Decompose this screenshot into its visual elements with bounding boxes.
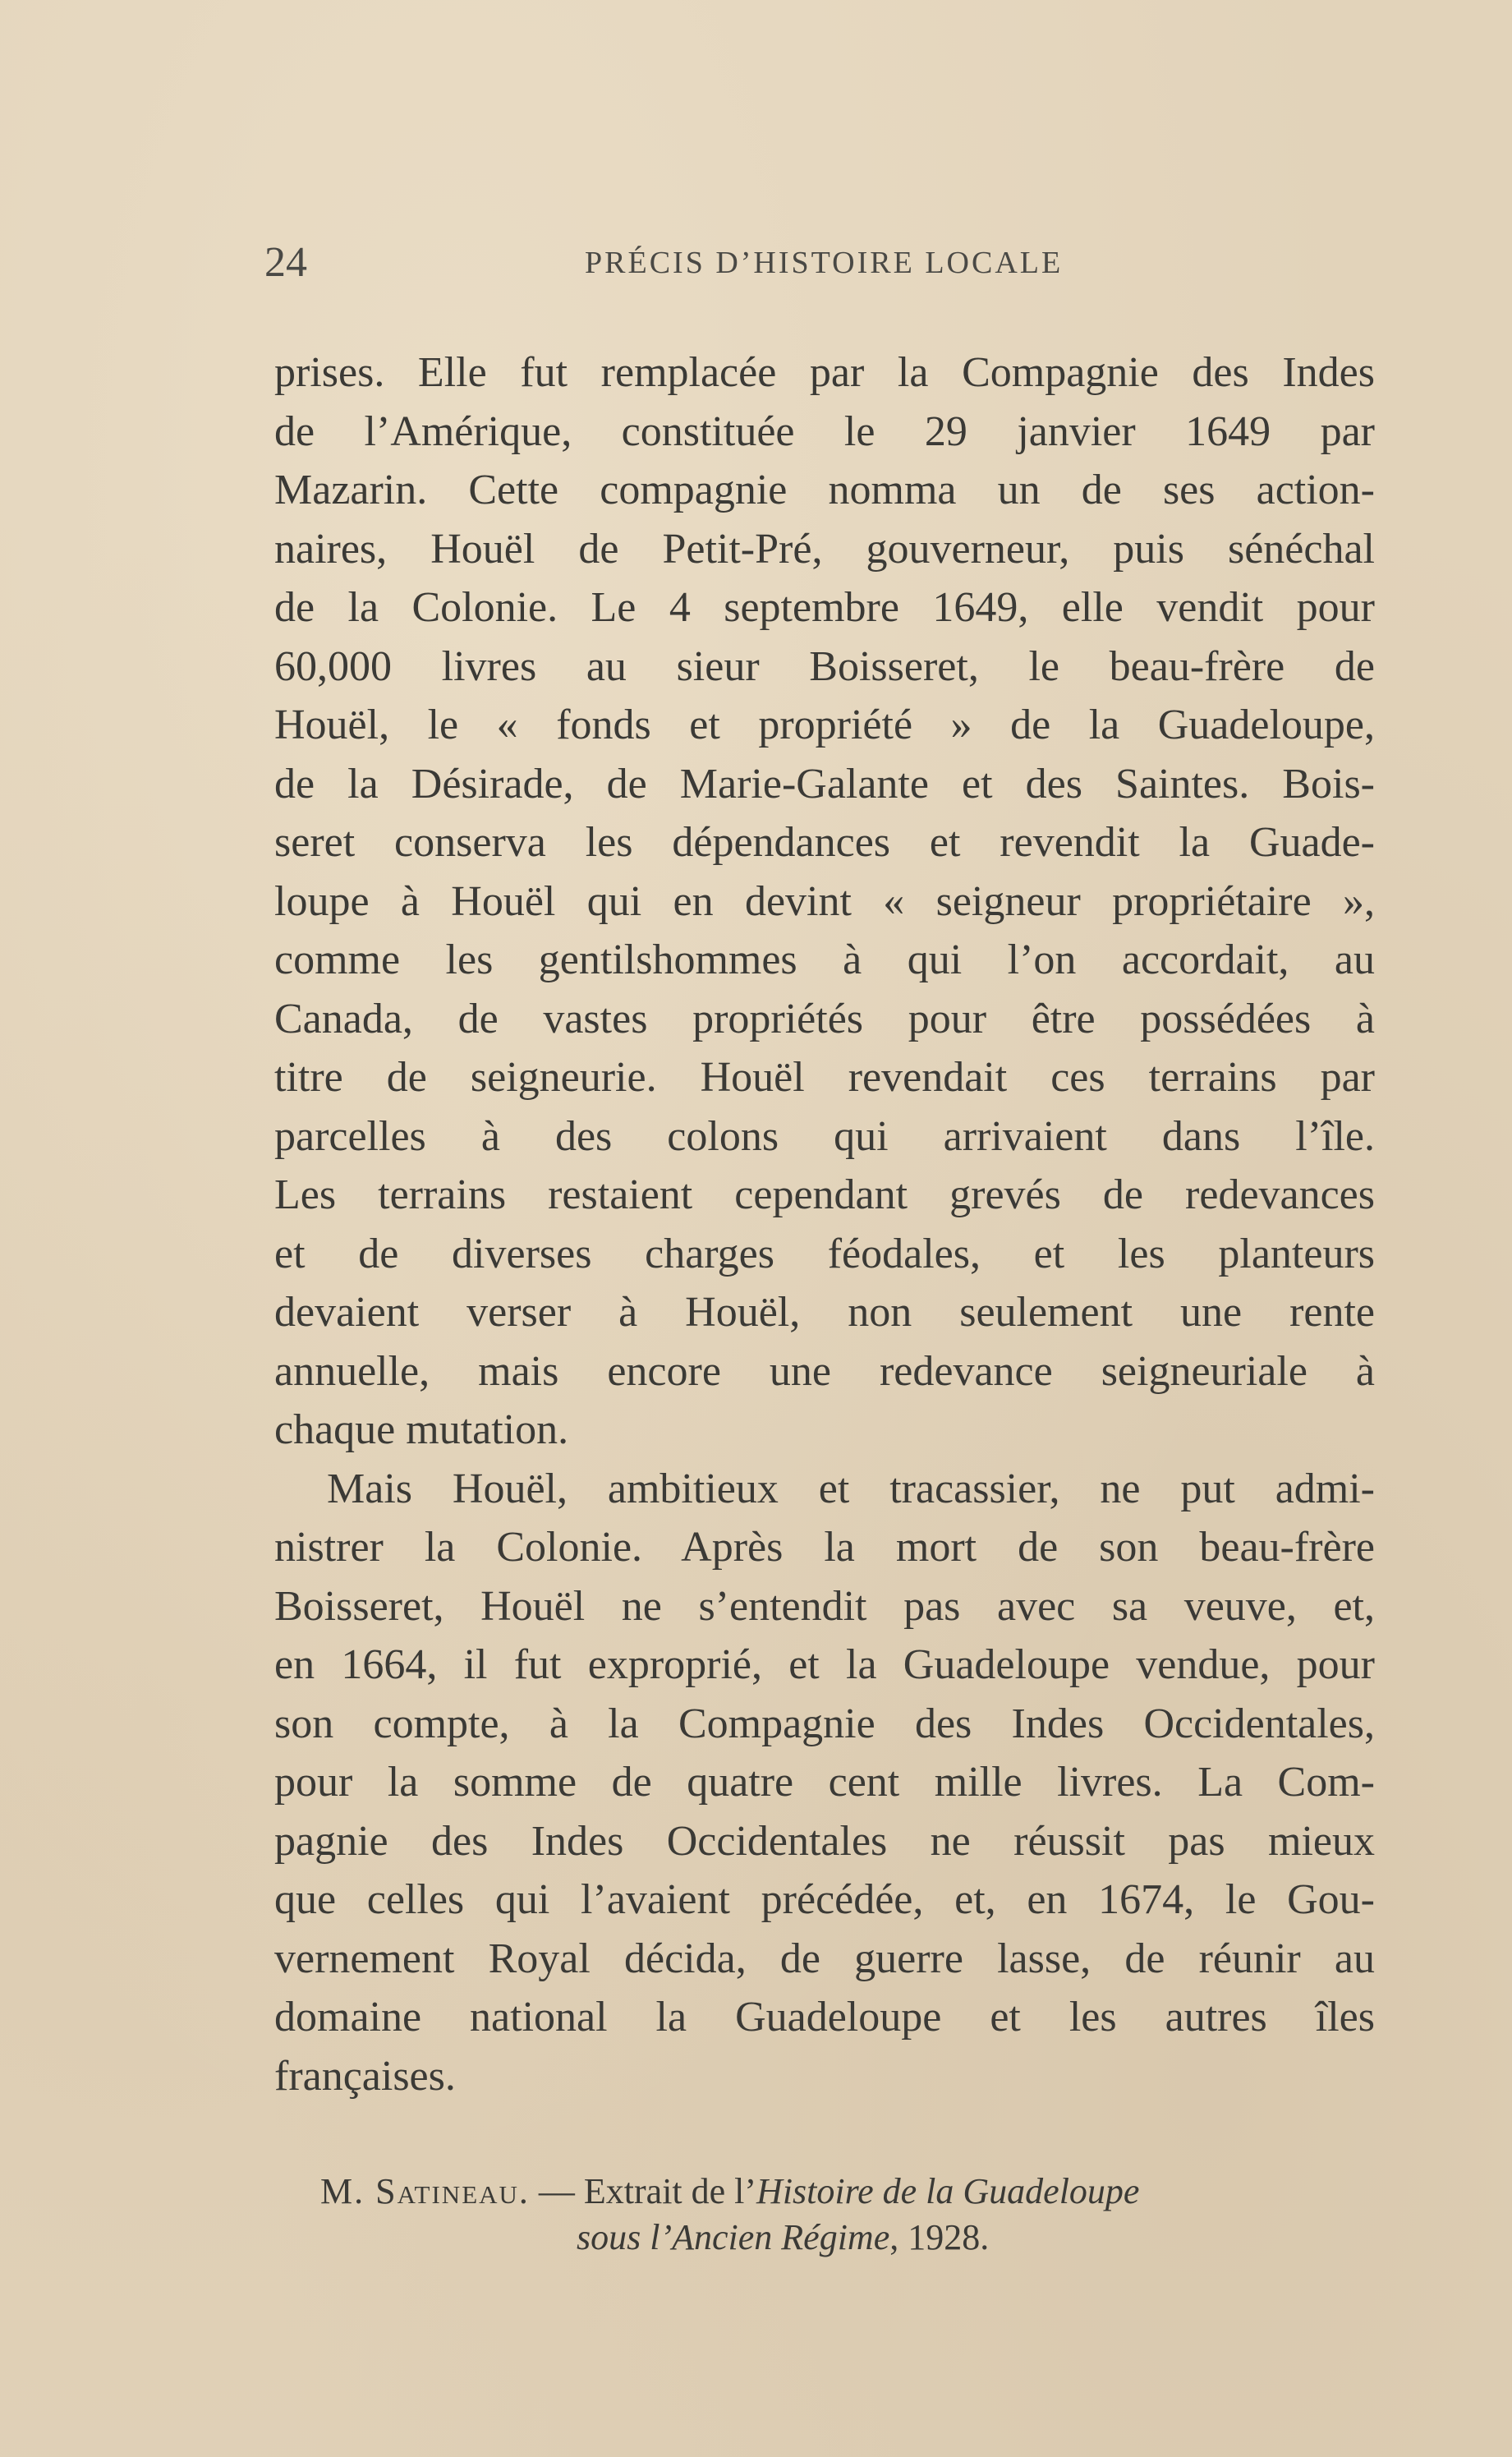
text-line: Mais Houël, ambitieux et tracassier, ne put admi- [327, 1465, 1375, 1512]
text-line: de la Désirade, de Marie-Galante et des Saintes. Bois- [274, 760, 1375, 807]
text-line: chaque mutation. [274, 1406, 569, 1453]
page-header [264, 238, 1381, 288]
text-line: parcelles à des colons qui arrivaient dans l’île. [274, 1112, 1375, 1160]
text-line: annuelle, mais encore une redevance seigneuriale à [274, 1347, 1375, 1395]
text-line: devaient verser à Houël, non seulement une rente [274, 1289, 1375, 1336]
text-line: loupe à Houël qui en devint « seigneur propriétaire », [274, 877, 1375, 925]
citation-year: , 1928. [889, 2217, 990, 2257]
source-citation [320, 2169, 1380, 2261]
text-line: pagnie des Indes Occidentales ne réussit pas mieux [274, 1817, 1375, 1865]
citation-title-continued: sous l’Ancien Régime [577, 2217, 890, 2257]
citation-prefix: — Extrait de l’ [538, 2171, 757, 2211]
text-line: Boisseret, Houël ne s’entendit pas avec sa veuve, et, [274, 1582, 1375, 1630]
page-number: 24 [264, 239, 307, 286]
text-line: et de diverses charges féodales, et les planteurs [274, 1230, 1375, 1277]
text-line: en 1664, il fut exproprié, et la Guadeloupe vendue, pour [274, 1641, 1375, 1688]
text-line: titre de seigneurie. Houël revendait ces terrains par [274, 1054, 1375, 1101]
paragraph-2 [274, 1460, 1375, 2106]
text-line: domaine national la Guadeloupe et les autres îles [274, 1994, 1375, 2041]
text-line: 60,000 livres au sieur Boisseret, le beau-frère de [274, 642, 1375, 690]
text-line: comme les gentilshommes à qui l’on accordait, au [274, 936, 1375, 983]
text-line: prises. Elle fut remplacée par la Compagnie des Indes [274, 349, 1375, 396]
text-line: nistrer la Colonie. Après la mort de son beau-frère [274, 1524, 1375, 1571]
body-text [274, 343, 1375, 2105]
text-line: son compte, à la Compagnie des Indes Occidentales, [274, 1700, 1375, 1747]
text-line: de la Colonie. Le 4 septembre 1649, elle vendit pour [274, 584, 1375, 631]
text-line: seret conserva les dépendances et revendit la Guade- [274, 819, 1375, 866]
citation-author: M. Satineau. [320, 2171, 530, 2211]
text-line: Mazarin. Cette compagnie nomma un de ses action- [274, 467, 1375, 513]
text-line: Canada, de vastes propriétés pour être possédées à [274, 995, 1375, 1042]
text-line: pour la somme de quatre cent mille livres. La Com- [274, 1759, 1375, 1806]
text-line: que celles qui l’avaient précédée, et, en 1674, le Gou- [274, 1876, 1375, 1923]
citation-line-1 [320, 2169, 1380, 2215]
citation-line-2 [320, 2215, 1380, 2261]
text-line: naires, Houël de Petit-Pré, gouverneur, puis sénéchal [274, 525, 1375, 573]
citation-title: Histoire de la Guadeloupe [756, 2171, 1140, 2211]
text-line: vernement Royal décida, de guerre lasse, de réunir au [274, 1935, 1375, 1982]
text-line: Houël, le « fonds et propriété » de la Guadeloupe, [274, 702, 1375, 748]
text-line: françaises. [274, 2052, 456, 2100]
running-head: PRÉCIS D’HISTOIRE LOCALE [585, 246, 1064, 280]
paragraph-1 [274, 343, 1375, 1460]
text-line: de l’Amérique, constituée le 29 janvier 1649 par [274, 407, 1375, 455]
text-line: Les terrains restaient cependant grevés de redevances [274, 1171, 1375, 1218]
